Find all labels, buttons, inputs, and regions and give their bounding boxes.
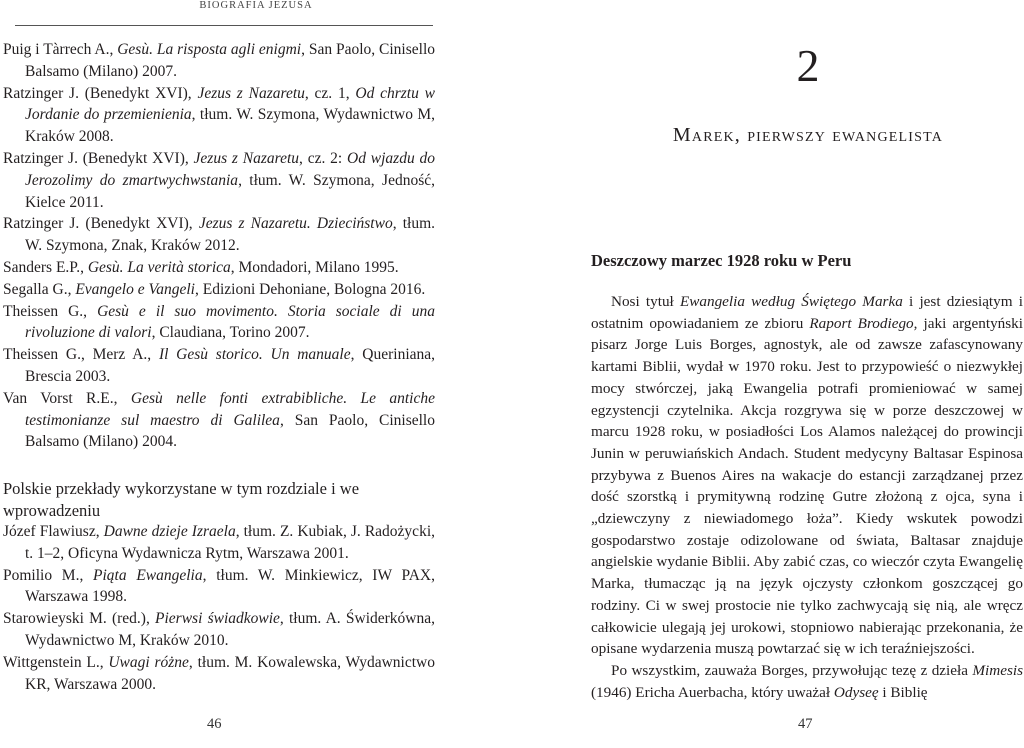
- bibliography-entry: [3, 344, 435, 388]
- entry-author: Sanders E.P.,: [3, 258, 88, 276]
- text-run: i jest dziesiątym i ostatnim opowiadaniem ze zbioru: [591, 293, 1023, 332]
- italic-title: Odyseę: [833, 683, 879, 701]
- page-number-left: 46: [207, 716, 222, 732]
- entry-title: Jezus z Nazaretu: [197, 84, 305, 102]
- entry-title: Jezus z Nazaretu. Dzieciństwo: [198, 215, 393, 233]
- entry-title: Uwagi różne: [108, 653, 189, 671]
- right-page: [512, 0, 1024, 748]
- chapter-title: Marek, pierwszy ewangelista: [672, 124, 944, 146]
- entry-author: Józef Flawiusz,: [3, 523, 104, 540]
- text-run: Po wszystkim, zauważa Borges, przywołując tezę z dzieła: [611, 661, 973, 679]
- entry-title: Piąta Ewangelia: [93, 566, 203, 584]
- entry-details: , tłum. M. Kowalewska, Wydawnictwo KR, Warszawa 2000.: [25, 653, 435, 693]
- entry-title: Gesù nelle fonti extrabibliche. Le antiche testimonianze sul maestro di Galilea: [25, 389, 435, 429]
- entry-details: , tłum. W. Minkiewicz, IW PAX, Warszawa 1998.: [25, 566, 435, 606]
- text-run: i Biblię: [878, 683, 928, 701]
- bibliography-entry: [3, 521, 435, 565]
- entry-author: Starowieyski M. (red.),: [3, 610, 156, 628]
- entry-details: , tłum. W. Szymona, Wydawnictwo M, Kraków 2008.: [25, 106, 435, 146]
- bibliography-entry: [3, 213, 435, 257]
- header-rule: [15, 25, 433, 26]
- entry-details: , tłum. Z. Kubiak, J. Radożycki, t. 1–2, Oficyna Wydawnicza Rytm, Warszawa 2001.: [25, 523, 435, 562]
- bibliography-entry: [3, 565, 435, 609]
- italic-title: Ewangelia według Świętego Marka: [679, 293, 903, 310]
- entry-title: Evangelo e Vangeli: [75, 280, 195, 298]
- bibliography-entry: [3, 148, 435, 213]
- bibliography-list: [3, 39, 435, 453]
- entry-title: Gesù e il suo movimento. Storia sociale di una rivoluzione di valori: [25, 302, 435, 342]
- translations-heading: Polskie przekłady wykorzystane w tym rozdziale i we wprowadzeniu: [3, 479, 360, 520]
- body-text: [591, 291, 1023, 703]
- translations-list: [3, 521, 435, 695]
- entry-author: Ratzinger J. (Benedykt XVI),: [3, 215, 199, 233]
- entry-details: , tłum. A. Świderkówna, Wydawnictwo M, Kraków 2010.: [25, 610, 435, 649]
- entry-details: , Mondadori, Milano 1995.: [230, 258, 399, 276]
- text-run: (1946) Ericha Auerbacha, który uważał: [591, 683, 834, 701]
- bibliography-entry: [3, 301, 435, 345]
- entry-author: Ratzinger J. (Benedykt XVI),: [3, 149, 194, 167]
- bibliography-entry: [3, 257, 435, 279]
- entry-details: , cz. 1,: [304, 84, 356, 102]
- entry-author: Theissen G., Merz A.,: [3, 346, 159, 364]
- running-head: BIOGRAFIA JEZUSA: [199, 0, 313, 11]
- entry-details: , San Paolo, Cinisello Balsamo (Milano) 2004.: [25, 411, 435, 451]
- entry-author: Segalla G.,: [3, 280, 76, 298]
- bibliography-entry: [3, 39, 435, 83]
- body-paragraph: [591, 291, 1023, 660]
- entry-author: Ratzinger J. (Benedykt XVI),: [3, 84, 198, 102]
- entry-subtitle: Od chrztu w Jordanie do przemienienia: [25, 84, 435, 124]
- entry-title: Jezus z Nazaretu: [193, 149, 300, 167]
- body-paragraph: [591, 660, 1023, 703]
- entry-author: Theissen G.,: [3, 302, 98, 320]
- italic-title: Raport Brodiego: [809, 314, 914, 332]
- entry-title: Il Gesù storico. Un manuale: [158, 346, 351, 364]
- italic-title: Mimesis: [972, 661, 1023, 679]
- bibliography-entry: [3, 83, 435, 148]
- entry-details: , cz. 2:: [299, 149, 348, 167]
- entry-title: Pierwsi świadkowie: [155, 610, 280, 628]
- page-number-right: 47: [798, 716, 813, 732]
- entry-title: Gesù. La risposta agli enigmi: [117, 41, 302, 58]
- text-run: Nosi tytuł: [611, 293, 680, 310]
- entry-details: , Queriniana, Brescia 2003.: [25, 346, 436, 385]
- entry-details: , Edizioni Dehoniane, Bologna 2016.: [194, 280, 426, 298]
- entry-details: , tłum. W. Szymona, Znak, Kraków 2012.: [25, 215, 435, 255]
- entry-author: Wittgenstein L.,: [3, 653, 109, 671]
- bibliography-entry: [3, 279, 435, 301]
- entry-details: , Claudiana, Torino 2007.: [151, 324, 310, 342]
- text-run: , jaki argentyński pisarz Jorge Luis Borges, agnostyk, ale od zawsze zafascynowany kartami Biblii, wydał w 1970 roku. Jest to przypowieść o niezwykłej mocy stwórczej, jaką Ewangelia potrafi promieniować w samej egzystencji czytelnika. Akcja rozgrywa się w porze deszczowej w marcu 1928 roku, w posiadłości Los Alamos należącej do prowincji Junin w peruwiańskich Andach. Student medycyny Baltasar Espinosa przybywa z Buenos Aires na wakacje do estancji zarządzanej przez dość szorstką i prymitywną rodzinę Gutre złożoną z ojca, syna i „dziewczyny z niewiadomego łoża”. Kiedy wskutek powodzi gospodarstwo zostaje odizolowane od świata, Baltasar znajduje angielskie wydanie Biblii. Aby zabić czas, co wieczór czyta Ewangelię Marka, tłumacząc ją na język ojczysty członkom goszczącej go rodziny. Ci w swej prostocie nie tylko zachwycają się nią, ale wręcz całkowicie ulegają jej urokowi, stopniowo nabierając przekonania, że opisane wydarzenia muszą powtarzać się w ich teraźniejszości.: [591, 314, 1023, 658]
- bibliography-entry: [3, 608, 435, 652]
- entry-details: , San Paolo, Cinisello Balsamo (Milano) 2007.: [25, 41, 436, 80]
- entry-subtitle: Od wjazdu do Jerozolimy do zmartwychwstania: [25, 149, 435, 189]
- bibliography-entry: [3, 652, 435, 696]
- bibliography-entry: [3, 388, 435, 453]
- entry-author: Pomilio M.,: [3, 566, 94, 584]
- entry-details: , tłum. W. Szymona, Jedność, Kielce 2011.: [25, 171, 435, 211]
- entry-title: Dawne dzieje Izraela: [103, 523, 236, 540]
- entry-author: Van Vorst R.E.,: [3, 389, 131, 407]
- entry-author: Puig i Tàrrech A.,: [3, 41, 118, 58]
- section-title: Deszczowy marzec 1928 roku w Peru: [591, 251, 852, 270]
- chapter-number: 2: [796, 40, 820, 91]
- entry-title: Gesù. La verità storica: [87, 258, 231, 276]
